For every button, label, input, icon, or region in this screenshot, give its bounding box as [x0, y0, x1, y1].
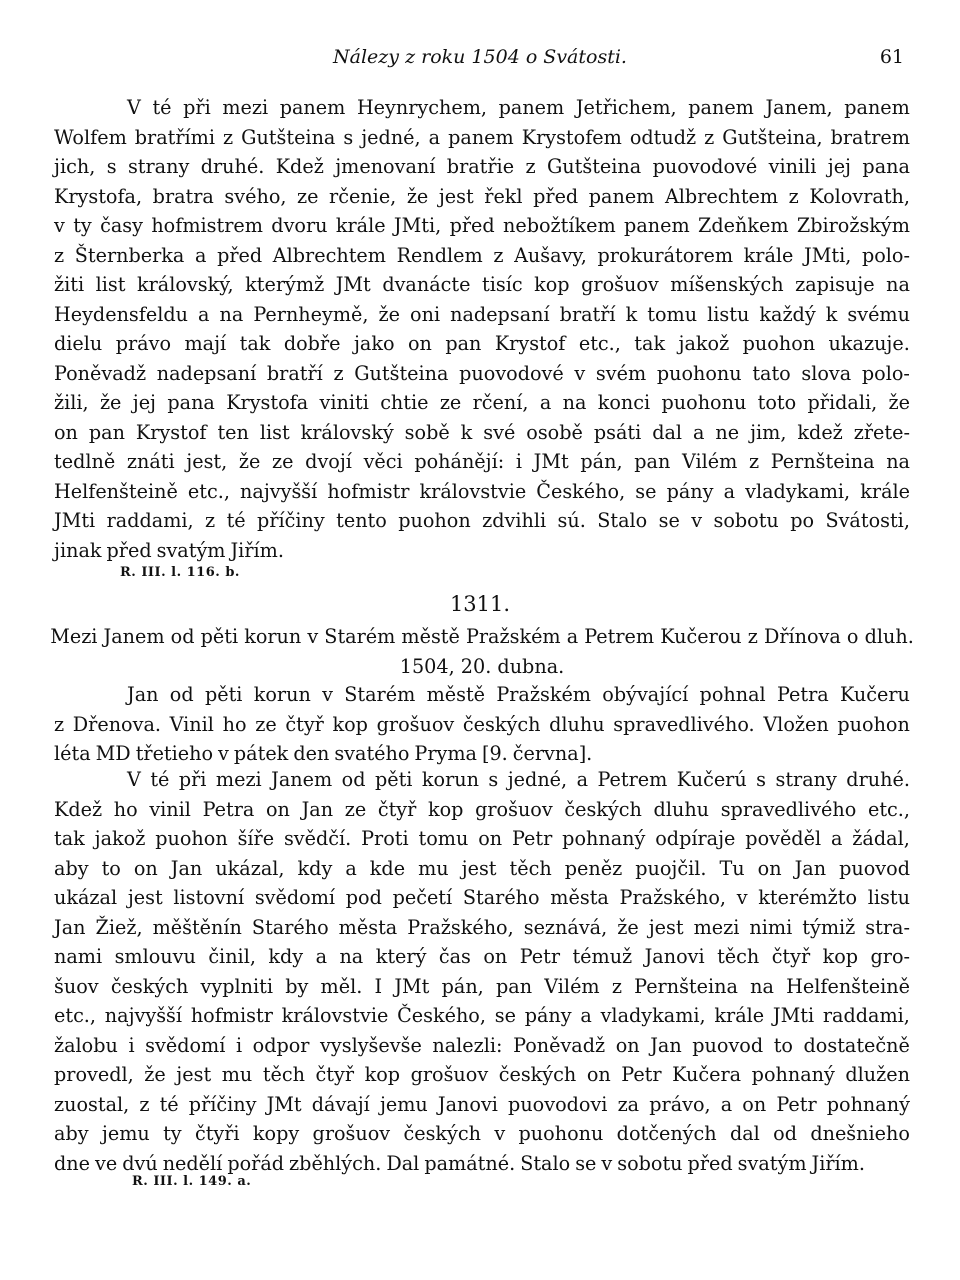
text-line: žalobu i svědomí i odpor vyslyševše nalezli: Poněvadž on Jan puovod to dostatečně [54, 1033, 910, 1057]
text-line: v ty časy hofmistrem dvoru krále JMti, před nebožtíkem panem Zdeňkem Zbirožským [54, 214, 910, 237]
text-line: jinak před svatým Jiřím. [54, 538, 284, 562]
entry-number: 1311. [449, 592, 511, 616]
paragraph-2 [54, 680, 910, 769]
source-reference-2: R. III. l. 149. a. [132, 1174, 252, 1189]
text-line: nami smlouvu činil, kdy a na který čas on Petr témuž Janovi těch čtyř kop gro- [54, 945, 910, 968]
text-line: zuostal, z té příčiny JMt dávají jemu Janovi puovodovi za právo, a on Petr pohnaný [54, 1092, 910, 1116]
text-line: aby to on Jan ukázal, kdy a kde mu jest těch peněz puojčil. Tu on Jan puovod [54, 856, 910, 880]
text-line: žili, že jej pana Krystofa viniti chtie ze rčení, a na konci puohonu toto přidali, že [54, 391, 910, 414]
paragraph-1 [54, 93, 910, 565]
text-line: Jan Žiež, měštěnín Starého města Pražského, seznává, že jest mezi nimi týmiž stra- [54, 915, 910, 939]
text-line: Mezi Janem od pěti korun v Starém městě Pražském a Petrem Kučerou z Dřínova o dluh. [50, 625, 914, 648]
text-line: V té při mezi panem Heynrychem, panem Jetřichem, panem Janem, panem [127, 96, 910, 119]
text-line: Helfenšteině etc., najvyšší hofmistr královstvie Českého, se pány a vladykami, krále [54, 479, 910, 503]
text-line: Heydensfeldu a na Pernheymě, že oni nadepsaní bratří k tomu listu každý k svému [54, 302, 910, 326]
text-line: Poněvadž nadepsaní bratří z Gutšteina puovodové v svém puohonu tato slova polo- [54, 361, 910, 385]
text-line: tedlně znáti jest, že ze dvojí věci pohánějí: i JMt pán, pan Vilém z Pernšteina na [54, 450, 910, 473]
paragraph-3 [54, 765, 910, 1178]
entry-summary [50, 622, 914, 681]
text-line: z Dřenova. Vinil ho ze čtyř kop grošuov českých dluhu spravedlivého. Vložen puohon [54, 712, 910, 736]
text-line: žiti list královský, kterýmž JMt dvanácte tisíc kop grošuov míšenských zapisuje na [54, 273, 910, 296]
text-line: aby jemu ty čtyři kopy grošuov českých v puohonu dotčených dal od dnešnieho [54, 1122, 910, 1145]
text-line: JMti raddami, z té příčiny tento puohon zdvihli sú. Stalo se v sobotu po Svátosti, [54, 509, 910, 532]
text-line: provedl, že jest mu těch čtyř kop grošuov českých on Petr Kučera pohnaný dlužen [54, 1063, 910, 1086]
text-line: dne ve dvú nedělí pořád zběhlých. Dal památné. Stalo se v sobotu před svatým Jiřím. [54, 1151, 865, 1175]
text-line: ukázal jest listovní svědomí pod pečetí Starého města Pražského, v kterémžto listu [54, 886, 910, 909]
running-title: Nálezy z roku 1504 o Svátosti. [333, 46, 627, 68]
page-header [0, 44, 960, 74]
text-line: tak jakož puohon šíře svědčí. Proti tomu on Petr pohnaný odpíraje pověděl a žádal, [54, 827, 910, 850]
text-line: šuov českých vyplniti by měl. I JMt pán, pan Vilém z Pernšteina na Helfenšteině [54, 974, 910, 998]
page-number: 61 [879, 46, 904, 68]
text-line: on pan Krystof ten list královský sobě k své osobě psáti dal a ne jim, kdež zřete- [54, 420, 910, 444]
text-line: Kdež ho vinil Petra on Jan ze čtyř kop grošuov českých dluhu spravedlivého etc., [54, 797, 910, 821]
text-line: léta MD třetieho v pátek den svatého Pryma [9. června]. [54, 742, 593, 765]
text-line: 1504, 20. dubna. [399, 654, 565, 678]
text-line: etc., najvyšší hofmistr královstvie Českého, se pány a vladykami, krále JMti raddami, [54, 1004, 910, 1027]
text-line: V té při mezi Janem od pěti korun s jedné, a Petrem Kučerú s strany druhé. [127, 768, 910, 791]
text-line: Jan od pěti korun v Starém městě Pražském obývající pohnal Petra Kučeru [127, 683, 910, 706]
text-line: z Šternberka a před Albrechtem Rendlem z Aušavy, prokurátorem krále JMti, polo- [54, 243, 910, 267]
text-line: Wolfem bratřími z Gutšteina s jedné, a panem Krystofem odtudž z Gutšteina, bratrem [54, 125, 910, 149]
text-line: dielu právo mají tak dobře jako on pan Krystof etc., tak jakož puohon ukazuje. [54, 332, 910, 355]
text-line: jich, s strany druhé. Kdež jmenovaní bratřie z Gutšteina puovodové vinili jej pana [54, 155, 910, 178]
text-line: Krystofa, bratra svého, ze rčenie, že jest řekl před panem Albrechtem z Kolovrath, [54, 184, 910, 208]
source-reference-1: R. III. l. 116. b. [120, 565, 240, 580]
